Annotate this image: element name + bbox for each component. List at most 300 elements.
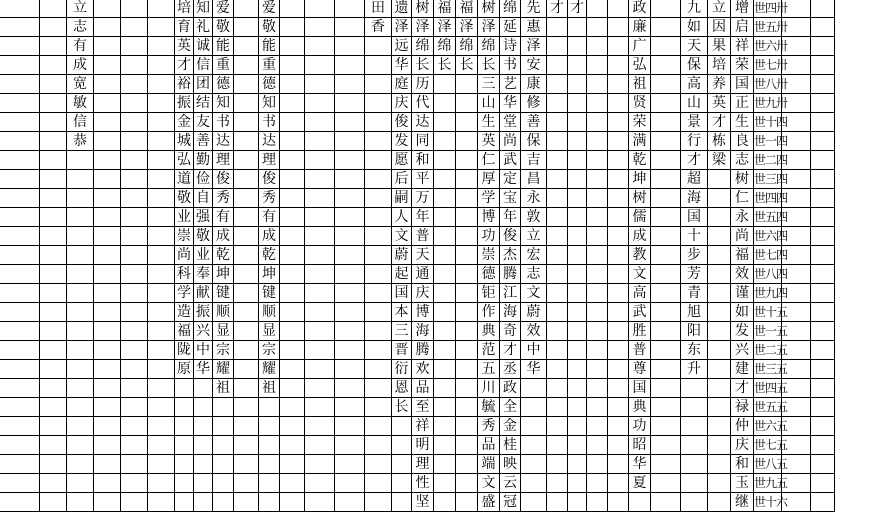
grid-cell[interactable] <box>547 170 568 189</box>
grid-cell[interactable] <box>148 398 175 417</box>
grid-cell[interactable] <box>434 474 456 493</box>
grid-cell[interactable] <box>40 493 67 512</box>
grid-cell[interactable] <box>40 246 67 265</box>
grid-cell[interactable] <box>148 37 175 56</box>
grid-cell[interactable] <box>335 398 365 417</box>
grid-cell[interactable]: 俊 <box>500 227 521 246</box>
grid-cell[interactable] <box>587 379 608 398</box>
grid-cell[interactable] <box>811 417 835 436</box>
grid-cell[interactable]: 延 <box>500 18 521 37</box>
grid-cell[interactable]: 敏 <box>67 94 94 113</box>
grid-cell[interactable] <box>456 113 478 132</box>
grid-cell[interactable] <box>121 379 148 398</box>
grid-cell[interactable]: 勤 <box>194 151 213 170</box>
grid-cell[interactable] <box>651 341 681 360</box>
grid-cell[interactable]: 键 <box>259 284 280 303</box>
grid-cell[interactable] <box>121 18 148 37</box>
grid-cell[interactable]: 五 <box>478 360 500 379</box>
grid-cell[interactable]: 修 <box>521 94 547 113</box>
grid-cell[interactable]: 平 <box>412 170 434 189</box>
grid-cell[interactable] <box>280 303 305 322</box>
grid-cell[interactable]: 同 <box>412 132 434 151</box>
grid-cell[interactable] <box>651 436 681 455</box>
grid-cell[interactable] <box>148 303 175 322</box>
grid-cell[interactable] <box>305 341 335 360</box>
grid-cell[interactable] <box>94 455 121 474</box>
grid-cell[interactable] <box>608 151 629 170</box>
grid-cell[interactable]: 昌 <box>521 170 547 189</box>
grid-cell[interactable] <box>148 208 175 227</box>
grid-cell[interactable] <box>587 474 608 493</box>
grid-cell[interactable]: 定 <box>500 170 521 189</box>
grid-cell[interactable] <box>148 284 175 303</box>
grid-cell[interactable] <box>547 37 568 56</box>
grid-cell[interactable] <box>259 474 280 493</box>
grid-cell[interactable]: 世八卅 <box>754 75 782 94</box>
grid-cell[interactable] <box>547 303 568 322</box>
grid-cell[interactable] <box>811 94 835 113</box>
grid-cell[interactable] <box>651 0 681 18</box>
grid-cell[interactable] <box>335 18 365 37</box>
grid-cell[interactable]: 人 <box>392 208 412 227</box>
grid-cell[interactable] <box>121 398 148 417</box>
grid-cell[interactable] <box>305 417 335 436</box>
grid-cell[interactable] <box>40 151 67 170</box>
grid-cell[interactable]: 世一四 <box>754 132 782 151</box>
grid-cell[interactable] <box>651 360 681 379</box>
grid-cell[interactable] <box>365 474 392 493</box>
grid-cell[interactable]: 海 <box>681 189 708 208</box>
grid-cell[interactable] <box>94 417 121 436</box>
grid-cell[interactable] <box>335 94 365 113</box>
grid-cell[interactable] <box>587 493 608 512</box>
grid-cell[interactable] <box>94 151 121 170</box>
grid-cell[interactable]: 高 <box>681 75 708 94</box>
grid-cell[interactable] <box>434 132 456 151</box>
grid-cell[interactable] <box>0 265 40 284</box>
grid-cell[interactable] <box>651 37 681 56</box>
grid-cell[interactable]: 海 <box>500 303 521 322</box>
grid-cell[interactable] <box>434 113 456 132</box>
grid-cell[interactable] <box>811 265 835 284</box>
grid-cell[interactable] <box>94 265 121 284</box>
grid-cell[interactable]: 育 <box>175 18 194 37</box>
grid-cell[interactable] <box>365 265 392 284</box>
grid-cell[interactable]: 尚 <box>731 227 754 246</box>
grid-cell[interactable] <box>280 265 305 284</box>
grid-cell[interactable]: 川 <box>478 379 500 398</box>
grid-cell[interactable] <box>305 37 335 56</box>
grid-cell[interactable] <box>121 37 148 56</box>
grid-cell[interactable] <box>213 436 234 455</box>
grid-cell[interactable] <box>434 265 456 284</box>
grid-cell[interactable]: 武 <box>500 151 521 170</box>
grid-cell[interactable]: 世八四 <box>754 265 782 284</box>
grid-cell[interactable]: 海 <box>412 322 434 341</box>
grid-cell[interactable] <box>121 265 148 284</box>
grid-cell[interactable] <box>547 436 568 455</box>
grid-cell[interactable]: 达 <box>259 132 280 151</box>
grid-cell[interactable]: 自 <box>194 189 213 208</box>
grid-cell[interactable] <box>365 113 392 132</box>
grid-cell[interactable] <box>280 493 305 512</box>
grid-cell[interactable]: 业 <box>194 246 213 265</box>
grid-cell[interactable]: 道 <box>175 170 194 189</box>
grid-cell[interactable] <box>365 227 392 246</box>
grid-cell[interactable] <box>234 170 259 189</box>
grid-cell[interactable] <box>782 474 811 493</box>
grid-cell[interactable]: 华 <box>500 94 521 113</box>
grid-cell[interactable]: 国 <box>731 75 754 94</box>
grid-cell[interactable] <box>175 455 194 474</box>
grid-cell[interactable]: 爱 <box>259 0 280 18</box>
grid-cell[interactable] <box>568 436 587 455</box>
grid-cell[interactable] <box>456 170 478 189</box>
grid-cell[interactable] <box>335 322 365 341</box>
grid-cell[interactable] <box>121 455 148 474</box>
grid-cell[interactable]: 典 <box>629 398 651 417</box>
grid-cell[interactable] <box>213 398 234 417</box>
grid-cell[interactable]: 世四五 <box>754 379 782 398</box>
grid-cell[interactable] <box>194 455 213 474</box>
grid-cell[interactable] <box>811 170 835 189</box>
grid-cell[interactable] <box>0 284 40 303</box>
grid-cell[interactable] <box>0 18 40 37</box>
grid-cell[interactable] <box>681 455 708 474</box>
grid-cell[interactable] <box>67 170 94 189</box>
grid-cell[interactable]: 博 <box>478 208 500 227</box>
grid-cell[interactable]: 振 <box>194 303 213 322</box>
grid-cell[interactable] <box>94 18 121 37</box>
grid-cell[interactable] <box>434 94 456 113</box>
grid-cell[interactable] <box>811 246 835 265</box>
grid-cell[interactable] <box>568 322 587 341</box>
grid-cell[interactable] <box>67 417 94 436</box>
grid-cell[interactable] <box>521 436 547 455</box>
grid-cell[interactable] <box>67 493 94 512</box>
grid-cell[interactable] <box>547 18 568 37</box>
grid-cell[interactable]: 善 <box>521 113 547 132</box>
grid-cell[interactable]: 世六卅 <box>754 37 782 56</box>
grid-cell[interactable]: 江 <box>500 284 521 303</box>
grid-cell[interactable] <box>811 379 835 398</box>
grid-cell[interactable] <box>280 56 305 75</box>
grid-cell[interactable] <box>121 94 148 113</box>
grid-cell[interactable]: 政 <box>629 0 651 18</box>
grid-cell[interactable] <box>568 170 587 189</box>
grid-cell[interactable] <box>67 360 94 379</box>
grid-cell[interactable]: 满 <box>629 132 651 151</box>
grid-cell[interactable] <box>651 227 681 246</box>
grid-cell[interactable] <box>568 360 587 379</box>
grid-cell[interactable]: 果 <box>708 37 731 56</box>
grid-cell[interactable] <box>608 455 629 474</box>
grid-cell[interactable] <box>40 0 67 18</box>
grid-cell[interactable] <box>280 208 305 227</box>
grid-cell[interactable] <box>434 75 456 94</box>
grid-cell[interactable] <box>234 341 259 360</box>
grid-cell[interactable] <box>434 379 456 398</box>
grid-cell[interactable] <box>234 322 259 341</box>
grid-cell[interactable] <box>568 151 587 170</box>
grid-cell[interactable]: 教 <box>629 246 651 265</box>
grid-cell[interactable] <box>392 493 412 512</box>
grid-cell[interactable] <box>365 170 392 189</box>
grid-cell[interactable] <box>305 398 335 417</box>
grid-cell[interactable]: 万 <box>412 189 434 208</box>
grid-cell[interactable] <box>365 189 392 208</box>
grid-cell[interactable]: 崇 <box>175 227 194 246</box>
grid-cell[interactable]: 坤 <box>213 265 234 284</box>
grid-cell[interactable] <box>234 56 259 75</box>
grid-cell[interactable]: 坚 <box>412 493 434 512</box>
grid-cell[interactable] <box>335 189 365 208</box>
grid-cell[interactable]: 德 <box>213 75 234 94</box>
grid-cell[interactable] <box>568 56 587 75</box>
grid-cell[interactable] <box>365 246 392 265</box>
grid-cell[interactable]: 山 <box>681 94 708 113</box>
grid-cell[interactable] <box>811 436 835 455</box>
grid-cell[interactable] <box>365 417 392 436</box>
grid-cell[interactable] <box>40 322 67 341</box>
grid-cell[interactable] <box>568 189 587 208</box>
grid-cell[interactable] <box>67 265 94 284</box>
grid-cell[interactable]: 才 <box>547 0 568 18</box>
grid-cell[interactable] <box>587 18 608 37</box>
grid-cell[interactable] <box>456 436 478 455</box>
grid-cell[interactable]: 结 <box>194 94 213 113</box>
grid-cell[interactable] <box>568 94 587 113</box>
grid-cell[interactable] <box>148 56 175 75</box>
grid-cell[interactable] <box>40 132 67 151</box>
grid-cell[interactable] <box>456 208 478 227</box>
grid-cell[interactable] <box>547 322 568 341</box>
grid-cell[interactable] <box>194 474 213 493</box>
grid-cell[interactable] <box>40 113 67 132</box>
grid-cell[interactable] <box>708 360 731 379</box>
grid-cell[interactable] <box>234 18 259 37</box>
grid-cell[interactable] <box>148 246 175 265</box>
grid-cell[interactable]: 成 <box>213 227 234 246</box>
grid-cell[interactable] <box>175 436 194 455</box>
grid-cell[interactable] <box>305 189 335 208</box>
grid-cell[interactable] <box>811 303 835 322</box>
grid-cell[interactable] <box>547 455 568 474</box>
grid-cell[interactable]: 书 <box>213 113 234 132</box>
grid-cell[interactable] <box>811 474 835 493</box>
grid-cell[interactable]: 绵 <box>434 37 456 56</box>
grid-cell[interactable] <box>811 455 835 474</box>
grid-cell[interactable] <box>708 398 731 417</box>
grid-cell[interactable] <box>148 341 175 360</box>
grid-cell[interactable]: 养 <box>708 75 731 94</box>
grid-cell[interactable]: 成 <box>67 56 94 75</box>
grid-cell[interactable] <box>280 18 305 37</box>
grid-cell[interactable]: 世九卅 <box>754 94 782 113</box>
grid-cell[interactable] <box>234 493 259 512</box>
grid-cell[interactable] <box>335 474 365 493</box>
grid-cell[interactable]: 尚 <box>500 132 521 151</box>
grid-cell[interactable] <box>305 18 335 37</box>
grid-cell[interactable]: 丞 <box>500 360 521 379</box>
grid-cell[interactable] <box>608 360 629 379</box>
grid-cell[interactable]: 华 <box>194 360 213 379</box>
grid-cell[interactable] <box>0 436 40 455</box>
grid-cell[interactable] <box>587 341 608 360</box>
grid-cell[interactable]: 敬 <box>259 18 280 37</box>
grid-cell[interactable] <box>234 37 259 56</box>
grid-cell[interactable] <box>0 322 40 341</box>
grid-cell[interactable]: 艺 <box>500 75 521 94</box>
grid-cell[interactable] <box>40 436 67 455</box>
grid-cell[interactable] <box>568 398 587 417</box>
grid-cell[interactable] <box>305 265 335 284</box>
grid-cell[interactable]: 惠 <box>521 18 547 37</box>
grid-cell[interactable]: 知 <box>213 94 234 113</box>
grid-cell[interactable] <box>681 379 708 398</box>
grid-cell[interactable]: 绵 <box>500 0 521 18</box>
grid-cell[interactable] <box>234 94 259 113</box>
grid-cell[interactable]: 长 <box>412 56 434 75</box>
grid-cell[interactable] <box>40 170 67 189</box>
grid-cell[interactable]: 华 <box>629 455 651 474</box>
grid-cell[interactable] <box>568 493 587 512</box>
grid-cell[interactable] <box>651 189 681 208</box>
grid-cell[interactable]: 成 <box>629 227 651 246</box>
grid-cell[interactable]: 世二四 <box>754 151 782 170</box>
grid-cell[interactable]: 十 <box>681 227 708 246</box>
grid-cell[interactable]: 学 <box>175 284 194 303</box>
grid-cell[interactable] <box>121 417 148 436</box>
grid-cell[interactable]: 功 <box>629 417 651 436</box>
grid-cell[interactable] <box>175 493 194 512</box>
grid-cell[interactable]: 奇 <box>500 322 521 341</box>
grid-cell[interactable]: 国 <box>629 379 651 398</box>
grid-cell[interactable] <box>234 75 259 94</box>
grid-cell[interactable] <box>305 94 335 113</box>
grid-cell[interactable] <box>782 208 811 227</box>
grid-cell[interactable]: 仁 <box>731 189 754 208</box>
grid-cell[interactable] <box>587 151 608 170</box>
grid-cell[interactable]: 年 <box>412 208 434 227</box>
grid-cell[interactable] <box>547 56 568 75</box>
grid-cell[interactable]: 品 <box>412 379 434 398</box>
grid-cell[interactable] <box>0 455 40 474</box>
grid-cell[interactable] <box>213 455 234 474</box>
grid-cell[interactable] <box>782 303 811 322</box>
grid-cell[interactable] <box>587 265 608 284</box>
grid-cell[interactable]: 弘 <box>629 56 651 75</box>
grid-cell[interactable]: 泽 <box>434 18 456 37</box>
grid-cell[interactable]: 强 <box>194 208 213 227</box>
grid-cell[interactable] <box>0 0 40 18</box>
grid-cell[interactable] <box>0 341 40 360</box>
grid-cell[interactable] <box>568 417 587 436</box>
grid-cell[interactable]: 文 <box>521 284 547 303</box>
grid-cell[interactable]: 尚 <box>175 246 194 265</box>
grid-cell[interactable]: 科 <box>175 265 194 284</box>
grid-cell[interactable]: 俭 <box>194 170 213 189</box>
grid-cell[interactable]: 普 <box>412 227 434 246</box>
grid-cell[interactable]: 天 <box>681 37 708 56</box>
grid-cell[interactable] <box>0 398 40 417</box>
grid-cell[interactable]: 生 <box>478 113 500 132</box>
grid-cell[interactable]: 禄 <box>731 398 754 417</box>
grid-cell[interactable] <box>782 417 811 436</box>
grid-cell[interactable]: 秀 <box>213 189 234 208</box>
grid-cell[interactable]: 明 <box>412 436 434 455</box>
grid-cell[interactable] <box>651 56 681 75</box>
grid-cell[interactable] <box>456 75 478 94</box>
grid-cell[interactable]: 栋 <box>708 132 731 151</box>
grid-cell[interactable] <box>811 189 835 208</box>
grid-cell[interactable] <box>708 436 731 455</box>
grid-cell[interactable]: 世六五 <box>754 417 782 436</box>
grid-cell[interactable] <box>305 0 335 18</box>
grid-cell[interactable] <box>234 208 259 227</box>
grid-cell[interactable] <box>280 227 305 246</box>
grid-cell[interactable]: 书 <box>500 56 521 75</box>
grid-cell[interactable]: 知 <box>194 0 213 18</box>
grid-cell[interactable] <box>811 37 835 56</box>
grid-cell[interactable]: 善 <box>194 132 213 151</box>
grid-cell[interactable] <box>280 170 305 189</box>
grid-cell[interactable] <box>651 322 681 341</box>
grid-cell[interactable]: 德 <box>259 75 280 94</box>
grid-cell[interactable] <box>0 227 40 246</box>
grid-cell[interactable] <box>175 474 194 493</box>
grid-cell[interactable] <box>335 75 365 94</box>
grid-cell[interactable] <box>681 474 708 493</box>
grid-cell[interactable]: 英 <box>175 37 194 56</box>
grid-cell[interactable]: 世一五 <box>754 322 782 341</box>
grid-cell[interactable]: 宗 <box>213 341 234 360</box>
grid-cell[interactable] <box>234 474 259 493</box>
grid-cell[interactable]: 荣 <box>629 113 651 132</box>
grid-cell[interactable]: 泽 <box>412 18 434 37</box>
grid-cell[interactable]: 如 <box>731 303 754 322</box>
grid-cell[interactable] <box>811 493 835 512</box>
grid-cell[interactable] <box>94 208 121 227</box>
grid-cell[interactable]: 世七五 <box>754 436 782 455</box>
grid-cell[interactable] <box>335 0 365 18</box>
grid-cell[interactable] <box>40 189 67 208</box>
grid-cell[interactable] <box>568 208 587 227</box>
grid-cell[interactable]: 金 <box>175 113 194 132</box>
grid-cell[interactable]: 世五四 <box>754 208 782 227</box>
grid-cell[interactable] <box>651 94 681 113</box>
grid-cell[interactable]: 泽 <box>521 37 547 56</box>
grid-cell[interactable]: 远 <box>392 37 412 56</box>
grid-cell[interactable]: 三 <box>392 322 412 341</box>
grid-cell[interactable]: 品 <box>478 436 500 455</box>
grid-cell[interactable]: 兴 <box>194 322 213 341</box>
grid-cell[interactable]: 宽 <box>67 75 94 94</box>
grid-cell[interactable]: 欢 <box>412 360 434 379</box>
grid-cell[interactable] <box>40 379 67 398</box>
grid-cell[interactable]: 宗 <box>259 341 280 360</box>
grid-cell[interactable] <box>651 417 681 436</box>
grid-cell[interactable]: 世三四 <box>754 170 782 189</box>
grid-cell[interactable] <box>94 132 121 151</box>
grid-cell[interactable] <box>587 208 608 227</box>
grid-cell[interactable] <box>365 379 392 398</box>
grid-cell[interactable] <box>608 303 629 322</box>
grid-cell[interactable]: 泽 <box>392 18 412 37</box>
grid-cell[interactable] <box>568 265 587 284</box>
grid-cell[interactable] <box>259 455 280 474</box>
grid-cell[interactable]: 志 <box>521 265 547 284</box>
